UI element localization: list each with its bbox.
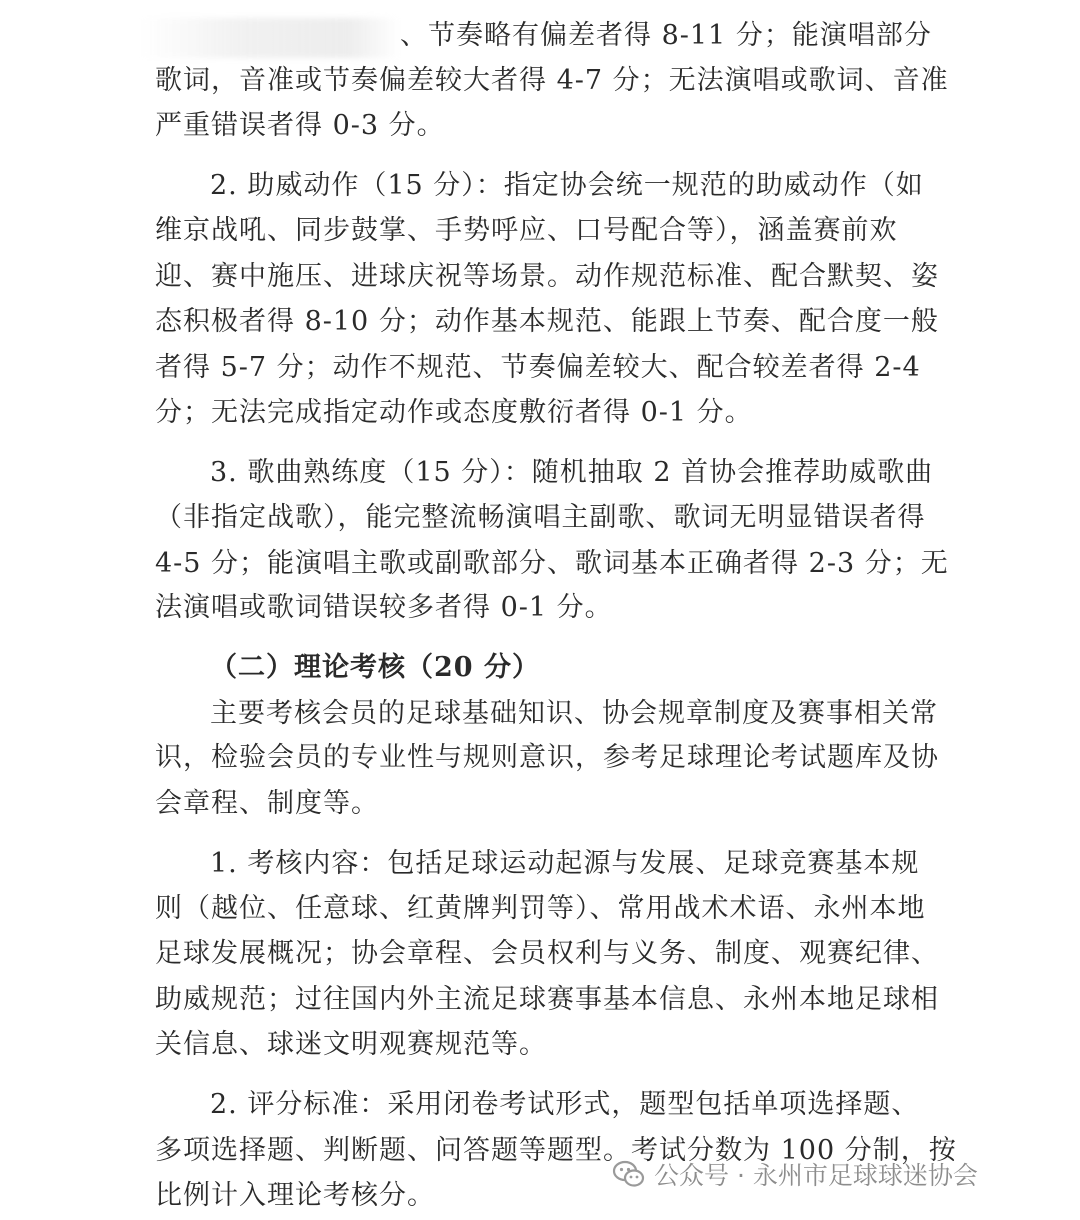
text-line: 2. 助威动作（15 分）：指定协会统一规范的助威动作（如 (210, 170, 924, 201)
text-line: （非指定战歌），能完整流畅演唱主副歌、歌词无明显错误者得 (155, 502, 926, 533)
text-line: 2. 评分标准：采用闭卷考试形式，题型包括单项选择题、 (210, 1089, 920, 1120)
text-line: 关信息、球迷文明观赛规范等。 (155, 1029, 547, 1060)
text-line: 歌词，音准或节奏偏差较大者得 4-7 分；无法演唱或歌词、音准 (155, 65, 949, 96)
wechat-icon (612, 1159, 646, 1189)
text-line: 迎、赛中施压、进球庆祝等场景。动作规范标准、配合默契、姿 (155, 261, 939, 292)
watermark-text: 公众号 · 永州市足球球迷协会 (654, 1161, 978, 1190)
text-line: 4-5 分；能演唱主歌或副歌部分、歌词基本正确者得 2-3 分；无 (155, 548, 949, 579)
text-line: 态积极者得 8-10 分；动作基本规范、能跟上节奏、配合度一般 (155, 306, 939, 337)
text-line: 足球发展概况；协会章程、会员权利与义务、制度、观赛纪律、 (155, 938, 939, 969)
text-line: 助威规范；过往国内外主流足球赛事基本信息、永州本地足球相 (155, 984, 939, 1015)
text-line: 分；无法完成指定动作或态度敷衍者得 0-1 分。 (155, 397, 753, 428)
text-line: 法演唱或歌词错误较多者得 0-1 分。 (155, 592, 613, 623)
section-heading: （二）理论考核（20 分） (210, 652, 540, 683)
text-line: 识，检验会员的专业性与规则意识，参考足球理论考试题库及协 (155, 742, 939, 773)
text-line: 1. 考核内容：包括足球运动起源与发展、足球竞赛基本规 (210, 848, 920, 879)
text-line: 维京战吼、同步鼓掌、手势呼应、口号配合等），涵盖赛前欢 (155, 215, 898, 246)
text-line: 者得 5-7 分；动作不规范、节奏偏差较大、配合较差者得 2-4 (155, 352, 921, 383)
text-line: 主要考核会员的足球基础知识、协会规章制度及赛事相关常 (210, 698, 938, 729)
text-line: 、节奏略有偏差者得 8-11 分；能演唱部分 (400, 20, 932, 51)
text-line: 会章程、制度等。 (155, 788, 379, 819)
text-line: 多项选择题、判断题、问答题等题型。考试分数为 100 分制，按 (155, 1135, 957, 1166)
text-line: 严重错误者得 0-3 分。 (155, 110, 445, 141)
text-line: 3. 歌曲熟练度（15 分）：随机抽取 2 首协会推荐助威歌曲 (210, 457, 934, 488)
blurred-region (140, 18, 400, 58)
watermark (612, 1153, 978, 1195)
text-line: 比例计入理论考核分。 (155, 1180, 435, 1211)
text-line: 则（越位、任意球、红黄牌判罚等）、常用战术术语、永州本地 (155, 893, 926, 924)
